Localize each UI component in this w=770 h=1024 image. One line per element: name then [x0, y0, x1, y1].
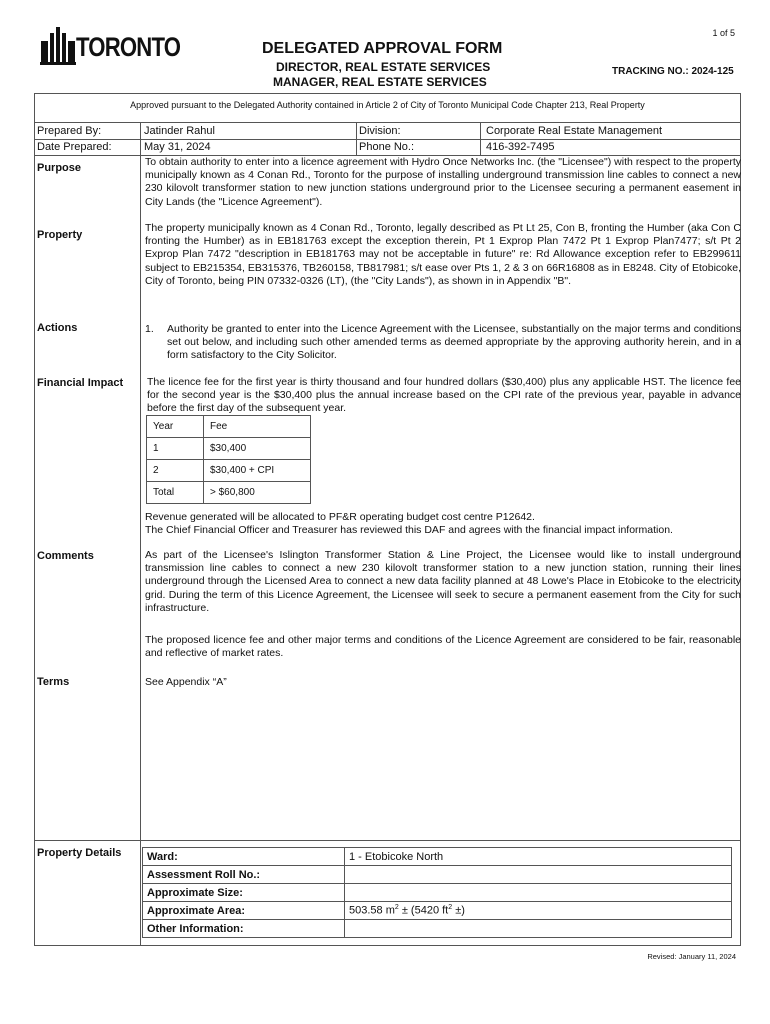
revised-date: Revised: January 11, 2024 — [647, 952, 736, 961]
area-text: ± (5420 ft — [398, 904, 449, 917]
comments-fair-text: The proposed licence fee and other major terms and conditions of the Licence Agreement are considered to be fair, reasonable and reflective of market rates. — [145, 634, 741, 660]
assessment-roll-label: Assessment Roll No.: — [143, 866, 345, 884]
table-row — [147, 416, 311, 438]
property-details-table — [142, 847, 732, 938]
prepared-by-value: Jatinder Rahul — [144, 125, 215, 137]
fee-table-cell: Total — [147, 482, 204, 504]
area-superscript: 2 — [394, 904, 399, 912]
tracking-number: TRACKING NO.: 2024-125 — [612, 66, 734, 77]
toronto-logo-text: TORONTO — [76, 32, 181, 62]
divider — [356, 122, 357, 155]
table-row — [143, 902, 732, 920]
division-value: Corporate Real Estate Management — [486, 125, 663, 137]
divider — [140, 155, 141, 946]
purpose-text: To obtain authority to enter into a licence agreement with Hydro Once Networks Inc. (the "Licensee") with respect to the property municipally known as 4 Conan Rd., Toronto for the purpose of installing underground transmission line cables to connect a new 230 kilovolt transformer station to new junction stations underground prior to the Licensee securing a permanent easement in City Lands (the "Licence Agreement"). — [145, 156, 741, 208]
terms-label: Terms — [37, 676, 70, 688]
table-row — [143, 866, 732, 884]
fee-table-cell: > $60,800 — [204, 482, 311, 504]
table-row — [143, 848, 732, 866]
approved-pursuant-text: Approved pursuant to the Delegated Authority contained in Article 2 of City of Toronto Municipal Code Chapter 213, Real Property — [130, 100, 645, 110]
terms-text: See Appendix “A” — [145, 676, 227, 688]
property-text: The property municipally known as 4 Conan Rd., Toronto, legally described as Pt Lt 25, Con B, fronting the Humber (aka Con C fronting the Humber) as in EB181763 except the exception therein, Pt 1 Exprop Plan 7472 Pt 1 Exprop Plan7477; s/t Pt 2 Exprop Plan 7472 "description in EB181763 may not be acceptable in future" re: Rd Allowance exception refer to EB299611 subject to EB215354, EB315376, TB260158, TB817981; s/t ease over Pts 1, 2 & 3 on 66R16808 as in E8248. City of Etobicoke, City of Toronto, being PIN 07332-0326 (LT), (the "City Lands"), as shown in in Appendix "B". — [145, 222, 741, 287]
fee-table-cell: $30,400 + CPI — [204, 460, 311, 482]
date-prepared-label: Date Prepared: — [37, 141, 112, 153]
actions-number: 1. — [145, 323, 154, 335]
property-label: Property — [37, 229, 83, 241]
financial-impact-label: Financial Impact — [37, 377, 124, 389]
fee-table — [146, 415, 311, 504]
approximate-area-label: Approximate Area: — [143, 902, 345, 920]
fee-table-cell: 2 — [147, 460, 204, 482]
divider — [34, 840, 741, 841]
approximate-area-value — [345, 902, 732, 920]
property-details-label: Property Details — [37, 847, 122, 859]
other-information-value — [345, 920, 732, 938]
table-row — [143, 920, 732, 938]
purpose-label: Purpose — [37, 162, 82, 174]
division-label: Division: — [359, 125, 401, 137]
form-subtitle-manager: MANAGER, REAL ESTATE SERVICES — [273, 75, 487, 89]
assessment-roll-value — [345, 866, 732, 884]
actions-text: Authority be granted to enter into the Licence Agreement with the Licensee, substantially on the major terms and conditions set out below, and including such other amended terms as deemed appropriate by the approving authority herein, and in a form satisfactory to the City Solicitor. — [167, 323, 741, 362]
phone-label: Phone No.: — [359, 141, 415, 153]
area-superscript: 2 — [448, 904, 453, 912]
page-number: 1 of 5 — [712, 28, 735, 38]
divider — [480, 122, 481, 155]
toronto-city-hall-logo-icon — [40, 25, 76, 65]
approximate-size-value — [345, 884, 732, 902]
date-prepared-value: May 31, 2024 — [144, 141, 211, 153]
fee-table-header-year: Year — [147, 416, 204, 438]
actions-label: Actions — [37, 322, 78, 334]
table-row — [143, 884, 732, 902]
other-information-label: Other Information: — [143, 920, 345, 938]
approximate-size-label: Approximate Size: — [143, 884, 345, 902]
cfo-review-text: The Chief Financial Officer and Treasurer has reviewed this DAF and agrees with the financial impact information. — [145, 524, 673, 536]
financial-impact-text: The licence fee for the first year is thirty thousand and four hundred dollars ($30,400) plus any applicable HST. The licence fee for the second year is the $30,400 plus the annual increase based on the CPI rate of the previous year, payable in advance before the first day of the subsequent year. — [147, 376, 741, 415]
table-row — [147, 460, 311, 482]
phone-value: 416-392-7495 — [486, 141, 555, 153]
form-subtitle-director: DIRECTOR, REAL ESTATE SERVICES — [276, 60, 491, 74]
divider — [140, 122, 141, 155]
form-title: DELEGATED APPROVAL FORM — [262, 40, 503, 57]
fee-table-cell: 1 — [147, 438, 204, 460]
ward-value: 1 - Etobicoke North — [345, 848, 732, 866]
table-row — [147, 482, 311, 504]
table-row — [147, 438, 311, 460]
comments-text: As part of the Licensee's Islington Transformer Station & Line Project, the Licensee would like to install underground transmission line cables to connect a new 230 kilovolt transformer station to a new junction station, running their lines underground through the Licensed Area to connect a new data facility planned at 48 Lowe's Place in Etobicoke to the electricity grid. During the term of this Licence Agreement, the Licensee will seek to secure a permanent easement from the City for such infrastructure. — [145, 549, 741, 614]
revenue-allocation-text: Revenue generated will be allocated to PF&R operating budget cost centre P12642. — [145, 511, 535, 523]
fee-table-cell: $30,400 — [204, 438, 311, 460]
area-text: 503.58 m — [349, 904, 395, 917]
area-text: ±) — [452, 904, 465, 917]
prepared-by-label: Prepared By: — [37, 125, 102, 137]
fee-table-header-fee: Fee — [204, 416, 311, 438]
comments-label: Comments — [37, 550, 94, 562]
ward-label: Ward: — [143, 848, 345, 866]
